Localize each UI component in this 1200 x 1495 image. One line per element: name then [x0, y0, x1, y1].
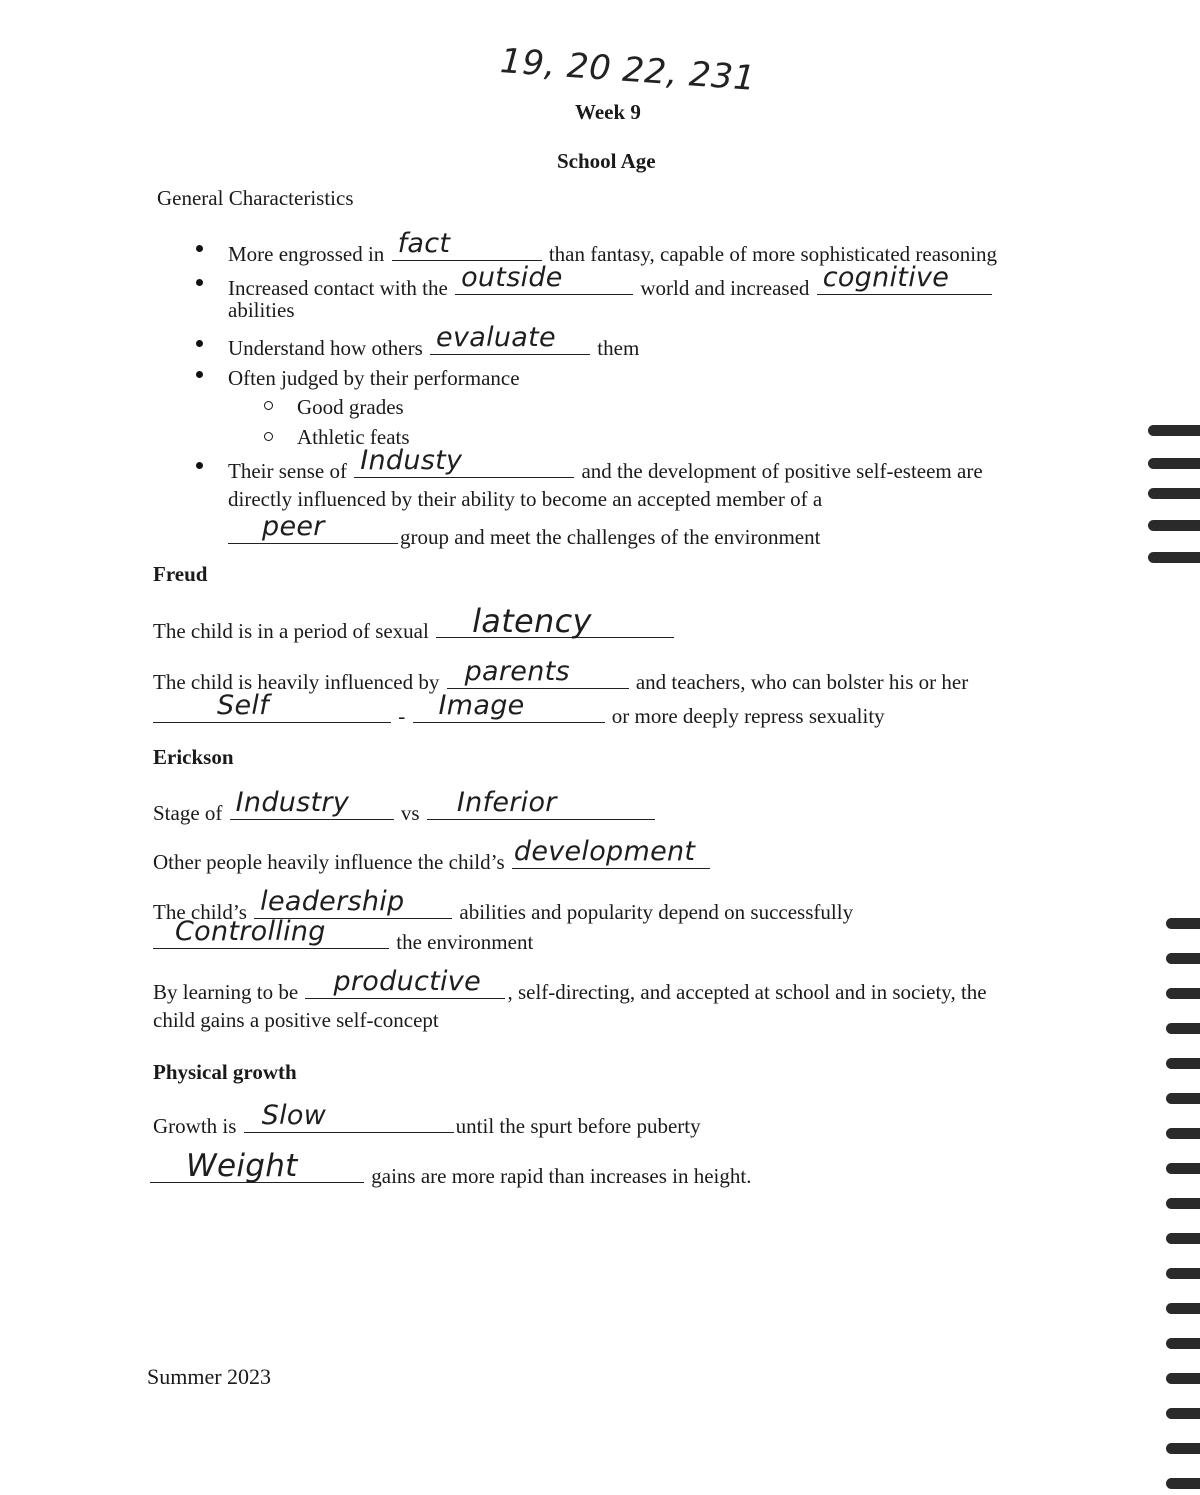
- bullet-icon: [196, 279, 203, 286]
- blank-inferior[interactable]: Inferior: [427, 797, 655, 820]
- binding-coil: [1148, 552, 1200, 563]
- physical-weight: Weight gains are more rapid than increases in height.: [150, 1160, 751, 1188]
- binding-coil: [1166, 1198, 1200, 1209]
- binding-coil: [1166, 1338, 1200, 1349]
- blank-development[interactable]: development: [512, 846, 710, 869]
- blank-slow[interactable]: Slow: [244, 1110, 454, 1133]
- bullet-evaluate: Understand how others evaluate them: [228, 322, 640, 360]
- week-label: Week 9: [575, 100, 641, 124]
- blank-image[interactable]: Image: [413, 700, 605, 723]
- binding-coil: [1166, 1373, 1200, 1384]
- binding-coil: [1166, 1478, 1200, 1489]
- blank-peer[interactable]: peer: [228, 521, 398, 544]
- binding-coil: [1166, 1233, 1200, 1244]
- section-heading-physical: Physical growth: [153, 1060, 297, 1084]
- binding-coil: [1166, 1408, 1200, 1419]
- freud-self-image: Self - Image or more deeply repress sexuality: [153, 700, 885, 728]
- footer-term: Summer 2023: [147, 1364, 272, 1389]
- bullet-performance: Often judged by their performance: [228, 366, 520, 390]
- sub-bullet-icon: [264, 401, 273, 410]
- binding-coil: [1166, 1443, 1200, 1454]
- binding-coil: [1148, 520, 1200, 531]
- binding-coil: [1166, 1023, 1200, 1034]
- binding-coil: [1166, 1128, 1200, 1139]
- erickson-leadership: The child’s leadership abilities and popularity depend on successfully: [153, 886, 854, 924]
- blank-weight[interactable]: Weight: [150, 1160, 364, 1183]
- section-heading-freud: Freud: [153, 562, 208, 586]
- physical-growth-rate: Growth is Slow until the spurt before puberty: [153, 1100, 701, 1138]
- blank-self[interactable]: Self: [153, 700, 391, 723]
- sub-bullet-icon: [264, 432, 273, 441]
- erickson-stage: Stage of Industry vs Inferior: [153, 797, 657, 825]
- erickson-development: Other people heavily influence the child’s development: [153, 846, 712, 874]
- binding-coil: [1148, 488, 1200, 499]
- binding-coil: [1166, 1093, 1200, 1104]
- blank-evaluate[interactable]: evaluate: [430, 332, 590, 355]
- bullet-industry: Their sense of Industy and the development of positive self-esteem are: [228, 445, 983, 483]
- binding-coil: [1166, 1163, 1200, 1174]
- blank-industry[interactable]: Industry: [230, 797, 394, 820]
- erickson-self-concept: child gains a positive self-concept: [153, 1008, 439, 1032]
- binding-coil: [1166, 1303, 1200, 1314]
- freud-latency: The child is in a period of sexual latency: [153, 615, 676, 643]
- bullet-industry-line3: peer group and meet the challenges of the environment: [228, 521, 820, 549]
- page-title: School Age: [557, 149, 656, 173]
- bullet-icon: [196, 245, 203, 252]
- erickson-controlling: Controlling the environment: [153, 926, 533, 954]
- binding-coil: [1148, 458, 1200, 469]
- freud-parents: The child is heavily influenced by parents and teachers, who can bolster his or her: [153, 656, 969, 694]
- bullet-outside: Increased contact with the outside world and increased cognitive: [228, 272, 994, 300]
- blank-industy[interactable]: Industy: [354, 455, 574, 478]
- blank-latency[interactable]: latency: [436, 615, 674, 638]
- section-heading-general: General Characteristics: [157, 186, 354, 210]
- blank-productive[interactable]: productive: [305, 976, 505, 999]
- blank-controlling[interactable]: Controlling: [153, 926, 389, 949]
- binding-coil: [1166, 953, 1200, 964]
- bullet-fact: More engrossed in fact than fantasy, capable of more sophisticated reasoning: [228, 228, 998, 266]
- bullet-icon: [196, 371, 203, 378]
- handwritten-page-numbers: 19, 20 22, 231: [498, 41, 757, 99]
- blank-outside[interactable]: outside: [455, 272, 633, 295]
- blank-parents[interactable]: parents: [447, 666, 629, 689]
- binding-coil: [1166, 988, 1200, 999]
- binding-coil: [1148, 425, 1200, 436]
- section-heading-erickson: Erickson: [153, 745, 234, 769]
- blank-cognitive[interactable]: cognitive: [817, 272, 992, 295]
- blank-fact[interactable]: fact: [392, 238, 542, 261]
- bullet-icon: [196, 340, 203, 347]
- blank-leadership[interactable]: leadership: [254, 896, 452, 919]
- sub-bullet-grades: Good grades: [297, 395, 404, 419]
- bullet-outside-cont: abilities: [228, 298, 295, 322]
- binding-coil: [1166, 1058, 1200, 1069]
- erickson-productive: By learning to be productive , self-directing, and accepted at school and in society, the: [153, 966, 987, 1004]
- bullet-industry-line2: directly influenced by their ability to become an accepted member of a: [228, 487, 823, 511]
- sub-bullet-athletic: Athletic feats: [297, 425, 410, 449]
- bullet-icon: [196, 462, 203, 469]
- binding-coil: [1166, 918, 1200, 929]
- binding-coil: [1166, 1268, 1200, 1279]
